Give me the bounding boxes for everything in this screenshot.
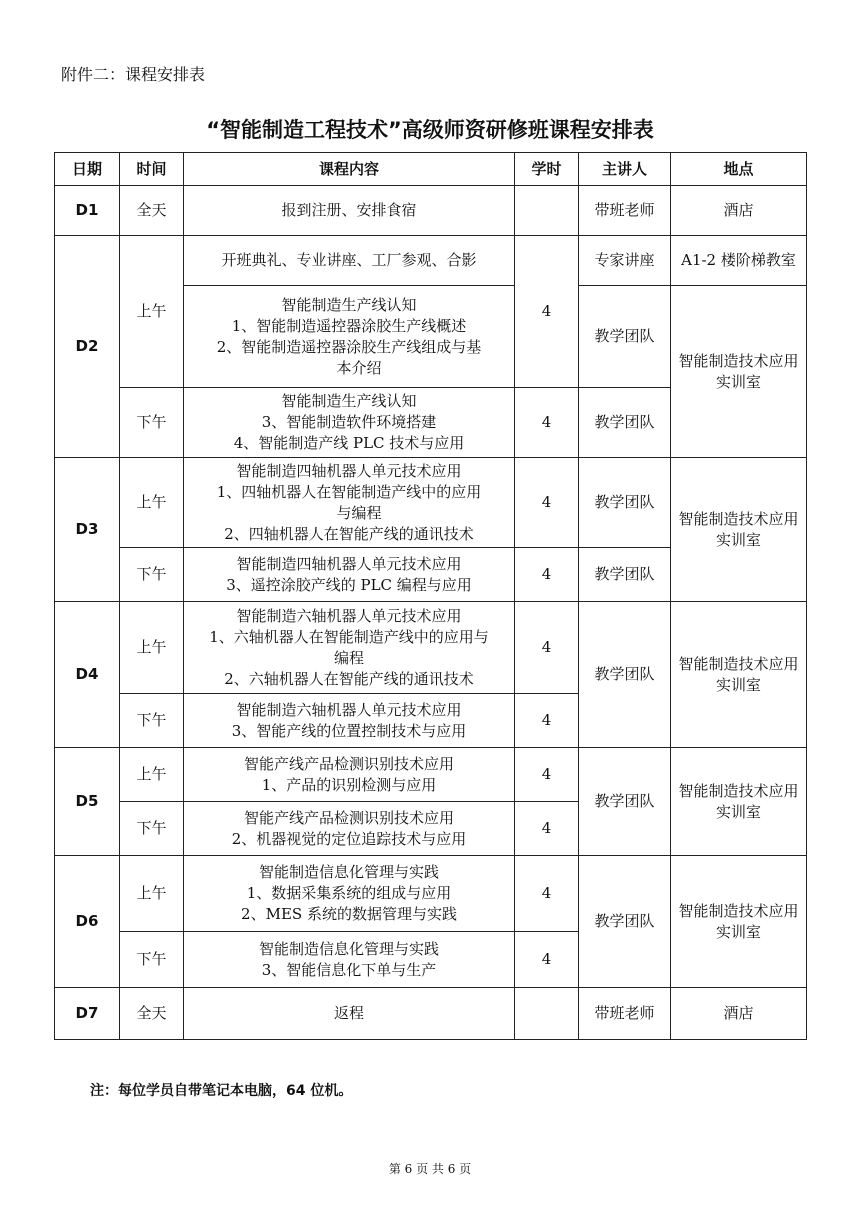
time-cell: 上午 bbox=[120, 458, 184, 548]
content-line: 1、数据采集系统的组成与应用 bbox=[246, 884, 452, 902]
content-line: 1、四轴机器人在智能制造产线中的应用 bbox=[216, 482, 482, 501]
time-cell: 全天 bbox=[120, 988, 184, 1040]
content-line: 2、MES 系统的数据管理与实践 bbox=[241, 905, 457, 923]
content-line: 智能制造信息化管理与实践 bbox=[258, 939, 439, 958]
time-cell: 上午 bbox=[120, 856, 184, 932]
lecturer-cell: 教学团队 bbox=[579, 602, 671, 748]
header-date: 日期 bbox=[55, 153, 120, 186]
table-row bbox=[55, 186, 807, 236]
day-cell: D1 bbox=[55, 186, 120, 236]
hours-cell: 4 bbox=[515, 548, 579, 602]
footnote: 注：每位学员自带笔记本电脑，64 位机。 bbox=[90, 1083, 353, 1099]
content-line: 智能产线产品检测识别技术应用 bbox=[243, 808, 454, 827]
lecturer-cell: 教学团队 bbox=[579, 548, 671, 602]
content-line: 2、智能制造遥控器涂胶生产线组成与基 bbox=[216, 337, 482, 356]
hours-cell: 4 bbox=[515, 748, 579, 802]
location-cell: 智能制造技术应用实训室 bbox=[671, 748, 807, 856]
time-cell: 上午 bbox=[120, 748, 184, 802]
content-line: 智能制造六轴机器人单元技术应用 bbox=[236, 606, 462, 625]
hours-cell bbox=[515, 988, 579, 1040]
location-cell: 酒店 bbox=[671, 186, 807, 236]
content-line: 智能制造生产线认知 bbox=[281, 392, 417, 410]
content-line: 4、智能制造产线 PLC 技术与应用 bbox=[233, 434, 465, 452]
time-cell: 下午 bbox=[120, 388, 184, 458]
content-line: 智能制造生产线认知 bbox=[281, 295, 417, 314]
table-row bbox=[55, 236, 807, 286]
table-row bbox=[55, 856, 807, 932]
time-cell: 下午 bbox=[120, 548, 184, 602]
course-schedule-table bbox=[54, 152, 807, 1040]
hours-cell: 4 bbox=[515, 236, 579, 388]
content-cell bbox=[184, 388, 515, 458]
content-cell bbox=[184, 548, 515, 602]
content-cell bbox=[184, 694, 515, 748]
content-cell bbox=[184, 458, 515, 548]
content-cell bbox=[184, 186, 515, 236]
hours-cell: 4 bbox=[515, 694, 579, 748]
location-cell: 酒店 bbox=[671, 988, 807, 1040]
hours-cell: 4 bbox=[515, 388, 579, 458]
table-row bbox=[55, 602, 807, 694]
day-cell: D3 bbox=[55, 458, 120, 602]
content-cell bbox=[184, 236, 515, 286]
content-cell bbox=[184, 286, 515, 388]
table-header-row bbox=[55, 153, 807, 186]
lecturer-cell: 带班老师 bbox=[579, 988, 671, 1040]
location-cell: 智能制造技术应用实训室 bbox=[671, 286, 807, 458]
table-row bbox=[55, 458, 807, 548]
page-footer: 第 6 页 共 6 页 bbox=[388, 1162, 472, 1176]
content-line: 3、智能制造软件环境搭建 bbox=[261, 413, 437, 431]
time-cell: 上午 bbox=[120, 602, 184, 694]
lecturer-cell: 教学团队 bbox=[579, 748, 671, 856]
content-line: 智能制造四轴机器人单元技术应用 bbox=[236, 554, 462, 573]
location-cell: 智能制造技术应用实训室 bbox=[671, 856, 807, 988]
day-cell: D6 bbox=[55, 856, 120, 988]
lecturer-cell: 教学团队 bbox=[579, 286, 671, 388]
content-line: 报到注册、安排食宿 bbox=[281, 201, 417, 219]
hours-cell: 4 bbox=[515, 802, 579, 856]
hours-cell: 4 bbox=[515, 602, 579, 694]
location-cell: 智能制造技术应用实训室 bbox=[671, 458, 807, 602]
table-row bbox=[55, 748, 807, 802]
content-cell bbox=[184, 602, 515, 694]
time-cell: 下午 bbox=[120, 802, 184, 856]
header-lecturer: 主讲人 bbox=[579, 153, 671, 186]
hours-cell: 4 bbox=[515, 932, 579, 988]
content-line: 智能制造六轴机器人单元技术应用 bbox=[236, 700, 462, 719]
hours-cell: 4 bbox=[515, 458, 579, 548]
content-line: 编程 bbox=[333, 648, 364, 667]
content-cell bbox=[184, 802, 515, 856]
attachment-label: 附件二：课程安排表 bbox=[61, 65, 206, 84]
content-line: 本介绍 bbox=[336, 358, 382, 377]
header-time: 时间 bbox=[120, 153, 184, 186]
content-cell bbox=[184, 856, 515, 932]
content-line: 1、智能制造遥控器涂胶生产线概述 bbox=[231, 316, 467, 335]
location-cell: 智能制造技术应用实训室 bbox=[671, 602, 807, 748]
lecturer-cell: 教学团队 bbox=[579, 388, 671, 458]
document-title: “智能制造工程技术”高级师资研修班课程安排表 bbox=[206, 118, 654, 142]
hours-cell bbox=[515, 186, 579, 236]
location-cell: A1-2 楼阶梯教室 bbox=[671, 236, 807, 286]
content-line: 3、智能信息化下单与生产 bbox=[261, 960, 437, 979]
day-cell: D5 bbox=[55, 748, 120, 856]
day-cell: D4 bbox=[55, 602, 120, 748]
time-cell: 全天 bbox=[120, 186, 184, 236]
content-line: 智能制造四轴机器人单元技术应用 bbox=[236, 461, 462, 480]
content-line: 与编程 bbox=[336, 503, 382, 522]
content-line: 智能制造信息化管理与实践 bbox=[258, 863, 439, 881]
content-line: 3、遥控涂胶产线的 PLC 编程与应用 bbox=[226, 575, 472, 594]
time-cell: 下午 bbox=[120, 694, 184, 748]
day-cell: D7 bbox=[55, 988, 120, 1040]
header-hours: 学时 bbox=[515, 153, 579, 186]
header-location: 地点 bbox=[671, 153, 807, 186]
content-line: 2、机器视觉的定位追踪技术与应用 bbox=[231, 829, 467, 848]
time-cell: 上午 bbox=[120, 236, 184, 388]
hours-cell: 4 bbox=[515, 856, 579, 932]
content-line: 返程 bbox=[333, 1004, 364, 1022]
content-cell bbox=[184, 748, 515, 802]
lecturer-cell: 专家讲座 bbox=[579, 236, 671, 286]
content-line: 1、六轴机器人在智能制造产线中的应用与 bbox=[209, 627, 489, 646]
lecturer-cell: 教学团队 bbox=[579, 458, 671, 548]
content-line: 智能产线产品检测识别技术应用 bbox=[243, 754, 454, 773]
content-line: 2、四轴机器人在智能产线的通讯技术 bbox=[224, 524, 474, 543]
day-cell: D2 bbox=[55, 236, 120, 458]
time-cell: 下午 bbox=[120, 932, 184, 988]
content-line: 1、产品的识别检测与应用 bbox=[261, 775, 437, 794]
content-cell bbox=[184, 932, 515, 988]
lecturer-cell: 带班老师 bbox=[579, 186, 671, 236]
content-line: 2、六轴机器人在智能产线的通讯技术 bbox=[224, 669, 474, 688]
table-row bbox=[55, 988, 807, 1040]
content-cell bbox=[184, 988, 515, 1040]
content-line: 开班典礼、专业讲座、工厂参观、合影 bbox=[221, 251, 477, 269]
lecturer-cell: 教学团队 bbox=[579, 856, 671, 988]
content-line: 3、智能产线的位置控制技术与应用 bbox=[231, 721, 467, 740]
header-content: 课程内容 bbox=[184, 153, 515, 186]
